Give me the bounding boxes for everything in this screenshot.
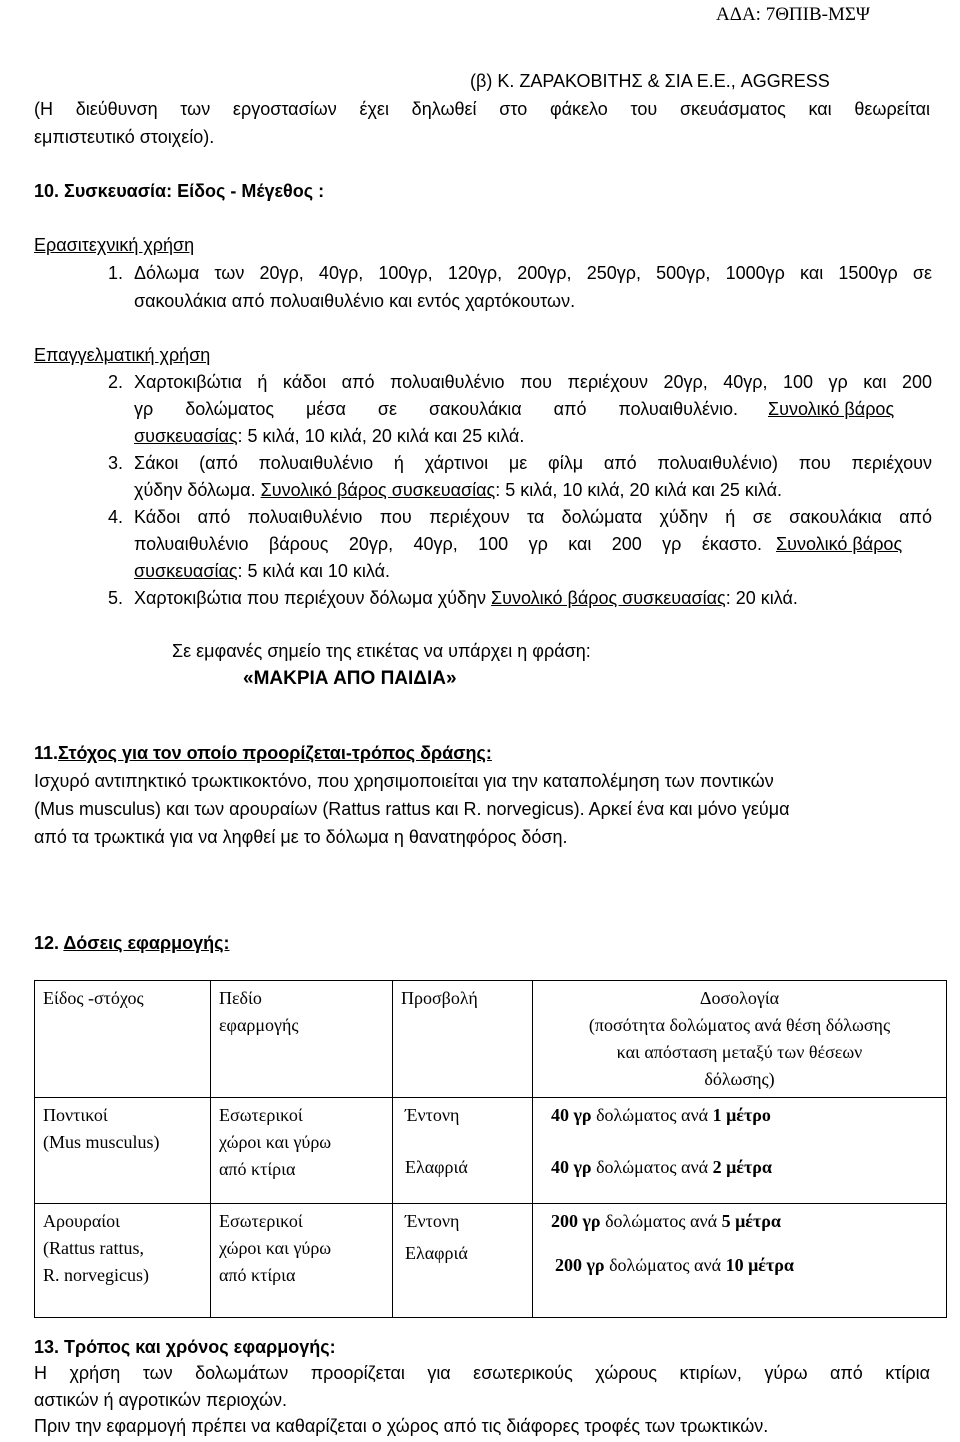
dosage-distance: 1 μέτρο bbox=[712, 1105, 771, 1125]
header-cell bbox=[211, 981, 393, 1098]
document-code: ΑΔΑ: 7ΘΠΙΒ-ΜΣΨ bbox=[716, 4, 870, 25]
target-l2: (Rattus rattus, bbox=[43, 1238, 144, 1258]
infestation-cell bbox=[393, 1204, 533, 1318]
dosage-qty: 200 γρ bbox=[551, 1211, 601, 1231]
dosage-distance: 2 μέτρα bbox=[712, 1157, 772, 1177]
infestation-cell bbox=[393, 1098, 533, 1204]
target-line1: Ισχυρό αντιπηκτικό τρωκτικοκτόνο, που χρησιμοποιείται για την καταπολέμηση των ποντικών bbox=[34, 771, 774, 791]
table-row bbox=[35, 1098, 947, 1204]
infestation-light: Ελαφριά bbox=[405, 1157, 468, 1177]
item-number: 5. bbox=[108, 588, 124, 608]
dosage-light bbox=[551, 1252, 938, 1279]
label-note: Σε εμφανές σημείο της ετικέτας να υπάρχει η φράση: bbox=[172, 641, 591, 661]
header-field-l1: Πεδίο bbox=[219, 988, 262, 1008]
target-l1: Ποντικοί bbox=[43, 1105, 108, 1125]
dosage-distance: 5 μέτρα bbox=[721, 1211, 781, 1231]
header-target: Είδος -στόχος bbox=[43, 988, 144, 1008]
application-line3: Πριν την εφαρμογή πρέπει να καθαρίζεται ο χώρος από τις διάφορες τροφές των τρωκτικών. bbox=[34, 1416, 769, 1436]
factory-address-note-line2: εμπιστευτικό στοιχείο). bbox=[34, 127, 215, 147]
field-cell bbox=[211, 1098, 393, 1204]
heading-text: Δόσεις εφαρμογής: bbox=[63, 933, 230, 953]
item5-line bbox=[134, 587, 798, 609]
field-l1: Εσωτερικοί bbox=[219, 1211, 303, 1231]
target-line2: (Mus musculus) και των αρουραίων (Rattus rattus και R. norvegicus). Αρκεί ένα και μόνο γεύμα bbox=[34, 799, 790, 819]
application-heading: 13. Τρόπος και χρόνος εφαρμογής: bbox=[34, 1337, 336, 1357]
keep-away-warning: «ΜΑΚΡΙΑ ΑΠΟ ΠΑΙΔΙΑ» bbox=[243, 668, 457, 689]
target-cell bbox=[35, 1204, 211, 1318]
item3-line1: Σάκοι (από πολυαιθυλένιο ή χάρτινοι με φίλμ από πολυαιθυλένιο) που περιέχουν bbox=[134, 453, 932, 473]
total-weight-label: Συνολικό βάρος bbox=[776, 534, 903, 554]
bulk-bait-text: χύδην δόλωμα. bbox=[134, 480, 256, 500]
item4-line1: Κάδοι από πολυαιθυλένιο που περιέχουν τα δολώματα χύδην ή σε σακουλάκια από bbox=[134, 507, 932, 527]
total-weight-label: Συνολικό βάρος συσκευασίας bbox=[260, 480, 496, 500]
field-l2: χώροι και γύρω bbox=[219, 1238, 332, 1258]
target-cell bbox=[35, 1098, 211, 1204]
application-line2: αστικών ή αγροτικών περιοχών. bbox=[34, 1390, 288, 1410]
dosage-mid: δολώματος ανά bbox=[604, 1255, 726, 1275]
infestation-light: Ελαφριά bbox=[405, 1243, 468, 1263]
dosage-cell bbox=[533, 1204, 947, 1318]
target-l3: R. norvegicus) bbox=[43, 1265, 149, 1285]
dosage-mid: δολώματος ανά bbox=[600, 1211, 722, 1231]
item-number: 1. bbox=[108, 263, 124, 283]
total-weight-label: Συνολικό βάρος συσκευασίας bbox=[491, 588, 726, 608]
target-l1: Αρουραίοι bbox=[43, 1211, 120, 1231]
header-dosage-l4: δόλωσης) bbox=[704, 1069, 775, 1089]
item5-text: Χαρτοκιβώτια που περιέχουν δόλωμα χύδην bbox=[134, 588, 492, 608]
amateur-use-label: Ερασιτεχνική χρήση bbox=[34, 235, 195, 255]
weights: : 5 κιλά, 10 κιλά, 20 κιλά και 25 κιλά. bbox=[237, 426, 525, 446]
header-cell bbox=[533, 981, 947, 1098]
header-infestation: Προσβολή bbox=[401, 988, 478, 1008]
dosage-mid: δολώματος ανά bbox=[591, 1105, 713, 1125]
heading-number: 11. bbox=[34, 743, 59, 763]
item2-line2: γρ δολώματος μέσα σε σακουλάκια από πολυαιθυλένιο. bbox=[134, 399, 738, 419]
dosage-light bbox=[551, 1154, 938, 1181]
item-number: 3. bbox=[108, 453, 124, 473]
item3-line2 bbox=[134, 479, 782, 501]
infestation-heavy: Έντονη bbox=[405, 1211, 460, 1231]
infestation-heavy: Έντονη bbox=[405, 1105, 460, 1125]
weights: : 5 κιλά και 10 κιλά. bbox=[237, 561, 391, 581]
dosage-qty: 200 γρ bbox=[555, 1255, 605, 1275]
doses-heading bbox=[34, 932, 230, 954]
field-l2: χώροι και γύρω bbox=[219, 1132, 332, 1152]
weights: : 20 κιλά. bbox=[725, 588, 798, 608]
packaging-label: συσκευασίας bbox=[134, 426, 238, 446]
target-l2: (Mus musculus) bbox=[43, 1132, 160, 1152]
item4-line2: πολυαιθυλένιο βάρους 20γρ, 40γρ, 100 γρ και 200 γρ έκαστο. bbox=[134, 534, 762, 554]
field-l1: Εσωτερικοί bbox=[219, 1105, 303, 1125]
table-row bbox=[35, 1204, 947, 1318]
header-dosage-l3: και απόσταση μεταξύ των θέσεων bbox=[616, 1042, 863, 1062]
total-weight-label: Συνολικό βάρος bbox=[768, 399, 895, 419]
field-l3: από κτίρια bbox=[219, 1159, 296, 1179]
field-cell bbox=[211, 1204, 393, 1318]
table-header-row bbox=[35, 981, 947, 1098]
dosage-cell bbox=[533, 1098, 947, 1204]
manufacturer-line: (β) Κ. ΖΑΡΑΚΟΒΙΤΗΣ & ΣΙΑ Ε.Ε., AGGRESS bbox=[470, 71, 830, 91]
packaging-heading: 10. Συσκευασία: Είδος - Μέγεθος : bbox=[34, 181, 325, 201]
dosage-distance: 10 μέτρα bbox=[725, 1255, 794, 1275]
heading-text: Στόχος για τον οποίο προορίζεται-τρόπος δράσης: bbox=[58, 743, 492, 763]
professional-use-label: Επαγγελματική χρήση bbox=[34, 345, 211, 365]
header-dosage-l1: Δοσολογία bbox=[699, 988, 780, 1008]
dosage-qty: 40 γρ bbox=[551, 1105, 592, 1125]
application-line1: Η χρήση των δολωμάτων προορίζεται για εσωτερικούς χώρους κτιρίων, γύρω από κτίρια bbox=[34, 1363, 930, 1383]
item2-line3 bbox=[134, 425, 524, 447]
factory-address-note-line1: (Η διεύθυνση των εργοστασίων έχει δηλωθεί στο φάκελο του σκευάσματος και θεωρείται bbox=[34, 99, 930, 119]
dosage-heavy bbox=[551, 1208, 938, 1252]
field-l3: από κτίρια bbox=[219, 1265, 296, 1285]
header-cell bbox=[35, 981, 211, 1098]
item-number: 2. bbox=[108, 372, 124, 392]
dosage-heavy bbox=[551, 1102, 938, 1154]
doses-table bbox=[34, 980, 947, 1318]
item4-line3 bbox=[134, 560, 390, 582]
header-dosage-l2: (ποσότητα δολώματος ανά θέση δόλωσης bbox=[588, 1015, 891, 1035]
item1-line1: Δόλωμα των 20γρ, 40γρ, 100γρ, 120γρ, 200γρ, 250γρ, 500γρ, 1000γρ και 1500γρ σε bbox=[134, 263, 932, 283]
item1-line2: σακουλάκια από πολυαιθυλένιο και εντός χαρτόκουτων. bbox=[134, 291, 576, 311]
packaging-label: συσκευασίας bbox=[134, 561, 238, 581]
weights: : 5 κιλά, 10 κιλά, 20 κιλά και 25 κιλά. bbox=[495, 480, 783, 500]
dosage-qty: 40 γρ bbox=[551, 1157, 592, 1177]
item-number: 4. bbox=[108, 507, 124, 527]
item2-line1: Χαρτοκιβώτια ή κάδοι από πολυαιθυλένιο που περιέχουν 20γρ, 40γρ, 100 γρ και 200 bbox=[134, 372, 932, 392]
header-cell bbox=[393, 981, 533, 1098]
dosage-mid: δολώματος ανά bbox=[591, 1157, 713, 1177]
header-field-l2: εφαρμογής bbox=[219, 1015, 299, 1035]
heading-number: 12. bbox=[34, 933, 64, 953]
target-line3: από τα τρωκτικά για να ληφθεί με το δόλωμα η θανατηφόρος δόση. bbox=[34, 827, 568, 847]
target-heading bbox=[34, 742, 492, 764]
